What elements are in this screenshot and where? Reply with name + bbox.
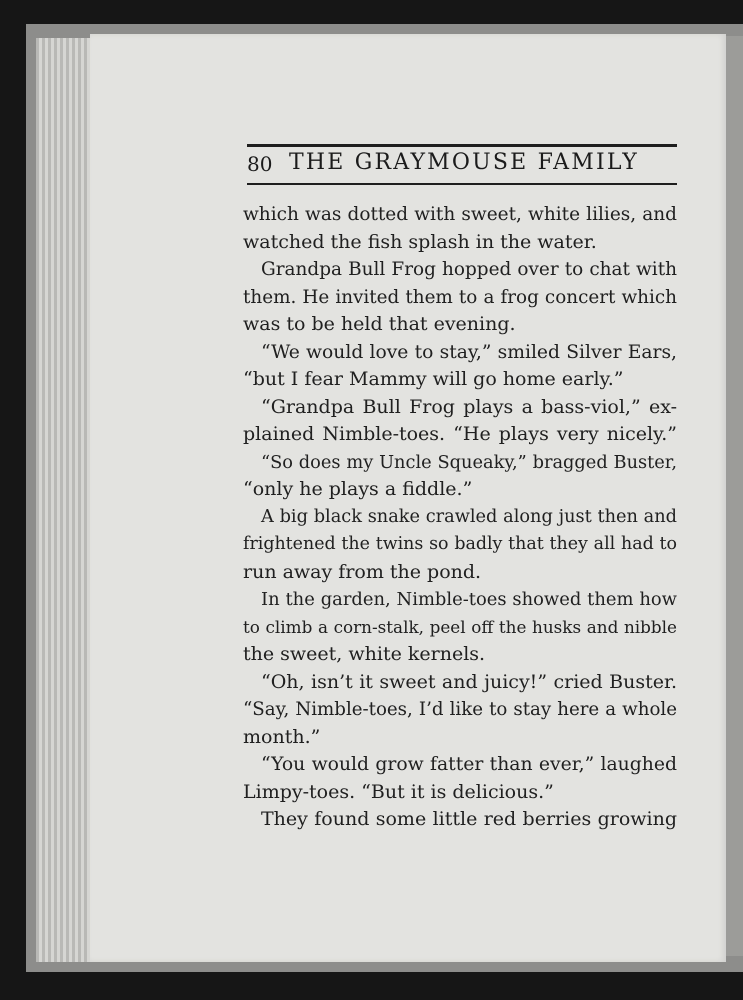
text-line: frightened the twins so badly that they all had to [243, 534, 677, 554]
text-line: month.” [243, 725, 321, 748]
text-line: them. He invited them to a frog concert which [243, 286, 677, 308]
text-line: which was dotted with sweet, white lilies, and [243, 204, 677, 225]
text-line: “Say, Nimble-toes, I’d like to stay here a whole [243, 699, 677, 720]
running-title: THE GRAYMOUSE FAMILY [289, 150, 639, 175]
text-line: “Grandpa Bull Frog plays a bass-viol,” ex- [261, 395, 677, 418]
text-line: A big black snake crawled along just then and [261, 506, 677, 527]
text-line: Grandpa Bull Frog hopped over to chat with [261, 259, 677, 280]
text-line: Limpy-toes. “But it is delicious.” [243, 780, 554, 803]
text-line: “So does my Uncle Squeaky,” bragged Buster, [261, 451, 677, 473]
text-line: the sweet, white kernels. [243, 643, 486, 665]
text-line: In the garden, Nimble-toes showed them how [261, 589, 677, 610]
text-line: was to be held that evening. [243, 313, 516, 335]
body-text [243, 201, 677, 834]
text-line: plained Nimble-toes. “He plays very nicely.” [243, 423, 677, 445]
text-line: to climb a corn-stalk, peel off the husks and nibble [243, 616, 677, 637]
page-number: 80 [247, 152, 273, 176]
text-line: “but I fear Mammy will go home early.” [243, 368, 624, 390]
header-rule-top [247, 144, 677, 147]
text-line: “We would love to stay,” smiled Silver Ears, [261, 341, 677, 363]
text-line: “You would grow fatter than ever,” laughed [261, 754, 677, 775]
text-line: watched the fish splash in the water. [243, 230, 597, 253]
header-rule-bottom [247, 183, 677, 185]
text-line: “Oh, isn’t it sweet and juicy!” cried Buster. [261, 670, 677, 693]
page-edges [36, 38, 92, 962]
text-line: run away from the pond. [243, 560, 482, 583]
text-line: “only he plays a fiddle.” [243, 478, 473, 500]
cover-edge [726, 36, 743, 956]
text-line: They found some little red berries growing [261, 808, 677, 830]
running-head [247, 150, 677, 180]
